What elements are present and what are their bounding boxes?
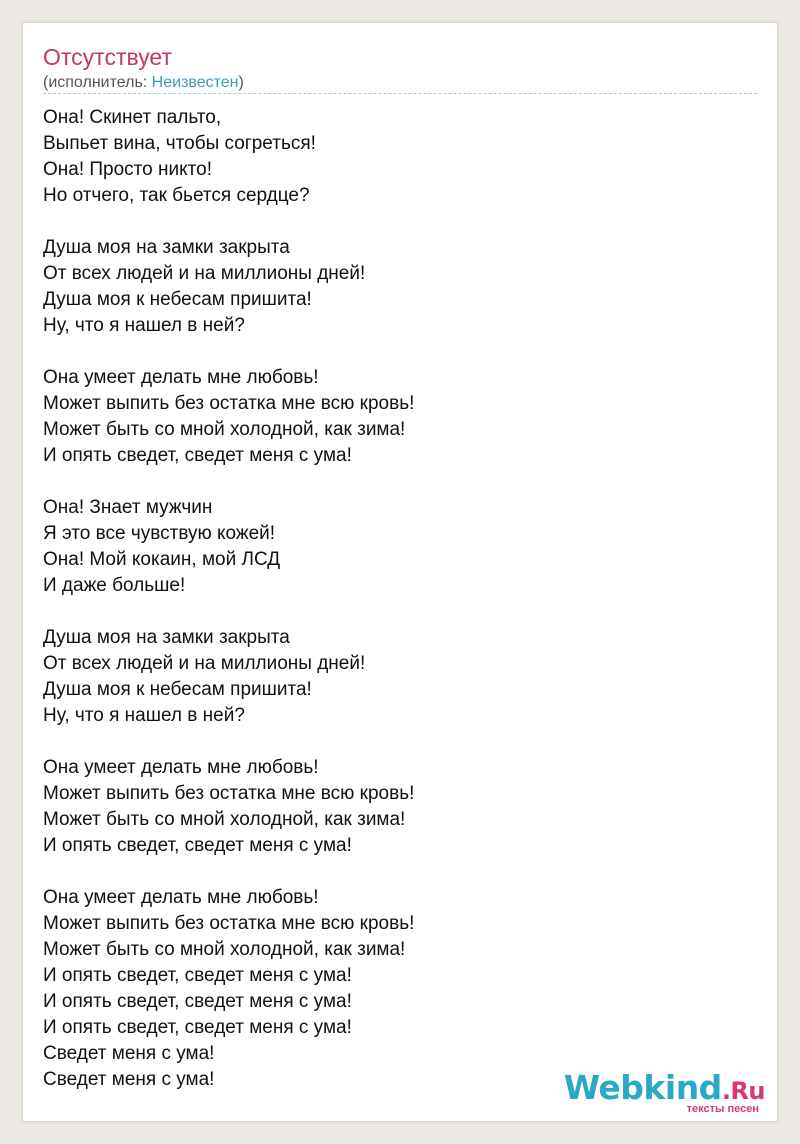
lyrics-line: Ну, что я нашел в ней? bbox=[43, 705, 245, 726]
lyrics-stanza bbox=[43, 495, 743, 599]
lyrics-line: Ну, что я нашел в ней? bbox=[43, 315, 245, 336]
lyrics-line: Может быть со мной холодной, как зима! bbox=[43, 809, 406, 830]
lyrics-line: Душа моя к небесам пришита! bbox=[43, 679, 312, 700]
lyrics-stanza bbox=[43, 885, 743, 1093]
lyrics-line: И опять сведет, сведет меня с ума! bbox=[43, 445, 352, 466]
lyrics-body bbox=[43, 105, 743, 1119]
lyrics-stanza bbox=[43, 755, 743, 859]
lyrics-line: И даже больше! bbox=[43, 575, 186, 596]
artist-line bbox=[43, 73, 244, 93]
lyrics-stanza bbox=[43, 235, 743, 339]
lyrics-line: И опять сведет, сведет меня с ума! bbox=[43, 991, 352, 1012]
lyrics-line: Она! Мой кокаин, мой ЛСД bbox=[43, 549, 281, 570]
lyrics-line: Она! Скинет пальто, bbox=[43, 107, 222, 128]
lyrics-line: Может быть со мной холодной, как зима! bbox=[43, 939, 406, 960]
lyrics-line: И опять сведет, сведет меня с ума! bbox=[43, 835, 352, 856]
lyrics-line: Душа моя на замки закрыта bbox=[43, 237, 290, 258]
site-logo[interactable] bbox=[563, 1068, 771, 1115]
artist-suffix: ) bbox=[238, 74, 244, 91]
artist-prefix: (исполнитель: bbox=[43, 74, 152, 91]
lyrics-line: Она умеет делать мне любовь! bbox=[43, 367, 319, 388]
lyrics-line: Может выпить без остатка мне всю кровь! bbox=[43, 783, 415, 804]
lyrics-line: Она умеет делать мне любовь! bbox=[43, 757, 319, 778]
artist-link[interactable]: Неизвестен bbox=[151, 74, 239, 91]
logo-main-text: Webkind bbox=[563, 1068, 722, 1107]
lyrics-line: Но отчего, так бьется сердце? bbox=[43, 185, 310, 206]
lyrics-line: Может выпить без остатка мне всю кровь! bbox=[43, 393, 415, 414]
lyrics-line: Может выпить без остатка мне всю кровь! bbox=[43, 913, 415, 934]
lyrics-line: И опять сведет, сведет меня с ума! bbox=[43, 965, 352, 986]
lyrics-line: Она! Знает мужчин bbox=[43, 497, 213, 518]
lyrics-stanza bbox=[43, 365, 743, 469]
lyrics-line: Душа моя на замки закрыта bbox=[43, 627, 290, 648]
lyrics-line: От всех людей и на миллионы дней! bbox=[43, 653, 366, 674]
lyrics-sheet bbox=[22, 22, 778, 1122]
lyrics-line: Она! Просто никто! bbox=[43, 159, 212, 180]
lyrics-stanza bbox=[43, 625, 743, 729]
lyrics-line: Может быть со мной холодной, как зима! bbox=[43, 419, 406, 440]
lyrics-stanza bbox=[43, 105, 743, 209]
lyrics-line: И опять сведет, сведет меня с ума! bbox=[43, 1017, 352, 1038]
lyrics-line: Выпьет вина, чтобы согреться! bbox=[43, 133, 316, 154]
lyrics-line: Сведет меня с ума! bbox=[43, 1069, 215, 1090]
lyrics-line: Душа моя к небесам пришита! bbox=[43, 289, 312, 310]
lyrics-line: Я это все чувствую кожей! bbox=[43, 523, 276, 544]
logo-tagline: тексты песен bbox=[686, 1103, 759, 1115]
lyrics-line: От всех людей и на миллионы дней! bbox=[43, 263, 366, 284]
lyrics-line: Сведет меня с ума! bbox=[43, 1043, 215, 1064]
title-divider bbox=[43, 93, 757, 94]
song-title: Отсутствует bbox=[43, 44, 172, 70]
logo-tld: .Ru bbox=[721, 1077, 765, 1105]
lyrics-line: Она умеет делать мне любовь! bbox=[43, 887, 319, 908]
